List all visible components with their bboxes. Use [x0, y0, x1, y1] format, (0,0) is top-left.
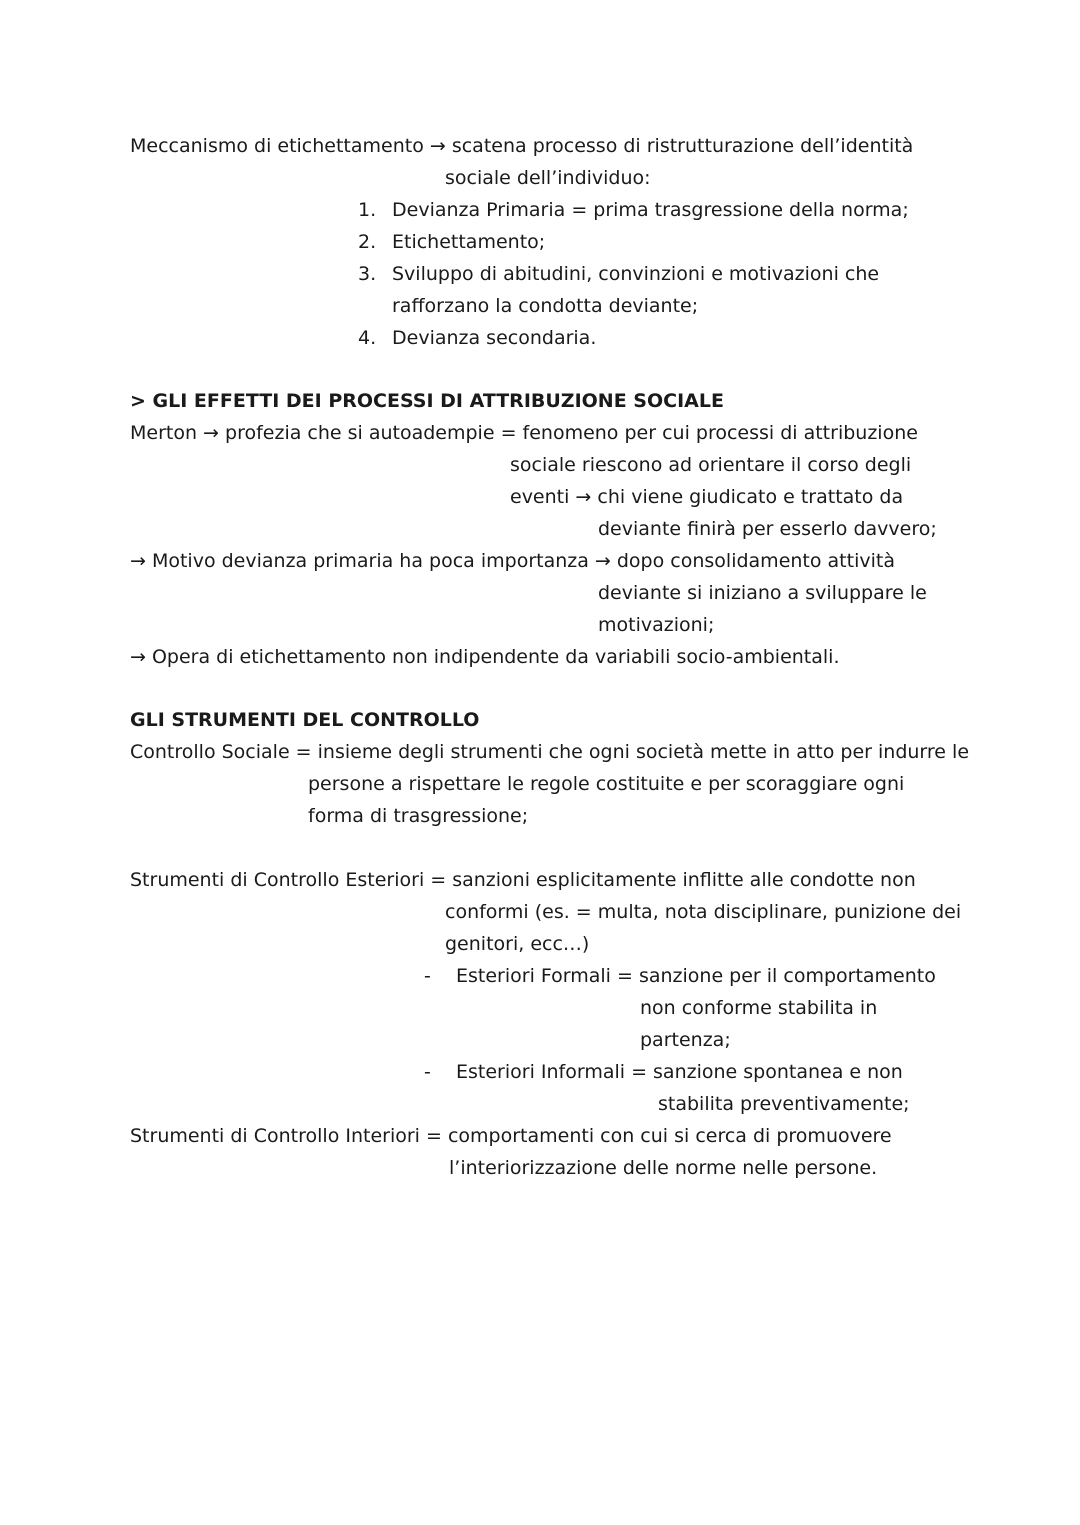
list-item-2-text: Etichettamento; [392, 231, 546, 253]
list-item-1-number: 1. [358, 199, 377, 221]
etichettamento-line-1: Meccanismo di etichettamento → scatena processo di ristrutturazione dell’identità [130, 135, 914, 157]
motivo-line-3: motivazioni; [598, 614, 715, 636]
esteriori-line-2: conformi (es. = multa, nota disciplinare, punizione dei [445, 901, 962, 923]
motivo-line-2: deviante si iniziano a sviluppare le [598, 582, 927, 604]
opera-line: → Opera di etichettamento non indipendente da variabili socio-ambientali. [130, 646, 840, 668]
motivo-line-1: → Motivo devianza primaria ha poca importanza → dopo consolidamento attività [130, 550, 895, 572]
informali-line-1: Esteriori Informali = sanzione spontanea e non [456, 1061, 903, 1083]
formali-line-2: non conforme stabilita in [640, 997, 878, 1019]
list-item-4-number: 4. [358, 327, 377, 349]
interiori-line-1: Strumenti di Controllo Interiori = comportamenti con cui si cerca di promuovere [130, 1125, 892, 1147]
interiori-line-2: l’interiorizzazione delle norme nelle persone. [449, 1157, 878, 1179]
merton-line-1: Merton → profezia che si autoadempie = fenomeno per cui processi di attribuzione [130, 422, 918, 444]
merton-line-2: sociale riescono ad orientare il corso degli [510, 454, 912, 476]
list-item-3-continuation: rafforzano la condotta deviante; [392, 295, 699, 317]
esteriori-line-3: genitori, ecc…) [445, 933, 590, 955]
list-item-1-text: Devianza Primaria = prima trasgressione della norma; [392, 199, 909, 221]
list-item-4-text: Devianza secondaria. [392, 327, 597, 349]
informali-line-2: stabilita preventivamente; [658, 1093, 910, 1115]
dash-bullet-informali: - [424, 1061, 431, 1083]
dash-bullet-formali: - [424, 965, 431, 987]
merton-line-4: deviante finirà per esserlo davvero; [598, 518, 937, 540]
list-item-2-number: 2. [358, 231, 377, 253]
formali-line-3: partenza; [640, 1029, 731, 1051]
controllo-sociale-line-1: Controllo Sociale = insieme degli strumenti che ogni società mette in atto per indurre le [130, 741, 970, 763]
controllo-sociale-line-3: forma di trasgressione; [308, 805, 529, 827]
esteriori-line-1: Strumenti di Controllo Esteriori = sanzioni esplicitamente inflitte alle condotte non [130, 869, 916, 891]
formali-line-1: Esteriori Formali = sanzione per il comportamento [456, 965, 936, 987]
list-item-3-text: Sviluppo di abitudini, convinzioni e motivazioni che [392, 263, 880, 285]
controllo-sociale-line-2: persone a rispettare le regole costituite e per scoraggiare ogni [308, 773, 905, 795]
merton-line-3: eventi → chi viene giudicato e trattato da [510, 486, 904, 508]
etichettamento-line-2: sociale dell’individuo: [445, 167, 651, 189]
section-heading-strumenti: GLI STRUMENTI DEL CONTROLLO [130, 709, 480, 731]
section-heading-effetti: > GLI EFFETTI DEI PROCESSI DI ATTRIBUZIONE SOCIALE [130, 390, 724, 412]
list-item-3-number: 3. [358, 263, 377, 285]
